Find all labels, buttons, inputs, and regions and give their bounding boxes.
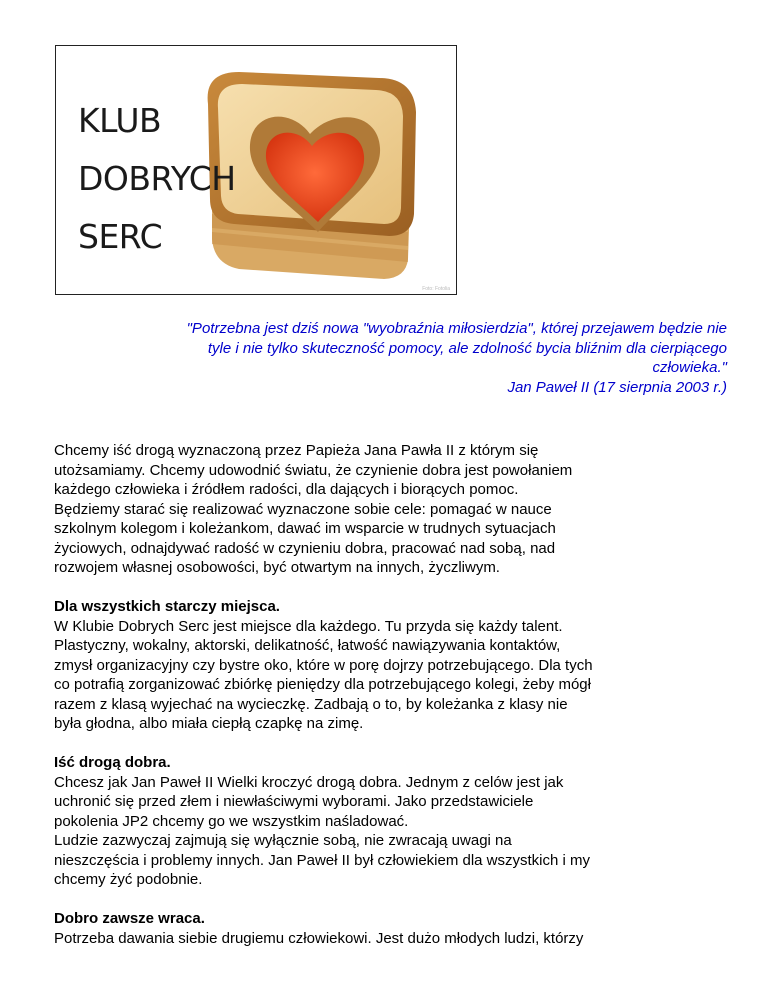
document-body xyxy=(54,441,734,968)
text-line: była głodna, albo miała ciepłą czapkę na zimę. xyxy=(54,715,364,732)
club-logo xyxy=(55,45,457,295)
text-line: życiowych, odnajdywać radość w czynieniu dobra, pracować nad sobą, nad xyxy=(54,539,556,557)
section-good-returns xyxy=(54,909,734,948)
text-line: zmysł organizacyjny czy bystre oko, które w porę dojrzy potrzebującego. Dla tych xyxy=(54,656,593,674)
text-line: Chcemy iść drogą wyznaczoną przez Papieża Jana Pawła II z którym się xyxy=(54,442,539,459)
section-heading: Dobro zawsze wraca. xyxy=(54,910,205,927)
text-line: Ludzie zazwyczaj zajmują się wyłącznie sobą, nie zwracają uwagi na xyxy=(54,832,512,849)
text-line: uchronić się przed złem i niewłaściwymi wyborami. Jako przedstawiciele xyxy=(54,793,534,810)
text-line: każdego człowieka i źródłem radości, dla dających i biorących pomoc. xyxy=(54,481,519,498)
section-everyone xyxy=(54,597,734,734)
section-heading: Iść drogą dobra. xyxy=(54,754,171,771)
text-line: rozwojem własnej osobowości, być otwartym na innych, życzliwym. xyxy=(54,559,500,576)
quote-line: człowieka." xyxy=(652,359,727,376)
quote-author: Jan Paweł II (17 sierpnia 2003 r.) xyxy=(507,378,727,396)
section-heading: Dla wszystkich starczy miejsca. xyxy=(54,598,280,615)
logo-line-3: SERC xyxy=(78,217,163,256)
logo-title xyxy=(78,92,236,266)
text-line: chcemy żyć podobnie. xyxy=(54,871,203,888)
logo-line-2: DOBRYCH xyxy=(78,159,236,198)
text-line: pokolenia JP2 chcemy go we wszystkim naśladować. xyxy=(54,812,409,830)
text-line: Będziemy starać się realizować wyznaczone sobie cele: pomagać w nauce xyxy=(54,500,552,518)
logo-line-1: KLUB xyxy=(78,101,162,140)
section-path-of-good xyxy=(54,753,734,890)
text-line: co potrafią zorganizować zbiórkę pieniędzy dla potrzebującego kolegi, żeby mógł xyxy=(54,676,591,693)
quote-line: "Potrzebna jest dziś nowa "wyobraźnia miłosierdzia", której przejawem będzie nie xyxy=(186,320,727,337)
papal-quote xyxy=(40,319,727,397)
logo-credit: Foto: Fotolia xyxy=(422,286,450,292)
text-line: utożsamiamy. Chcemy udowodnić światu, że czynienie dobra jest powołaniem xyxy=(54,461,573,479)
text-line: nieszczęścia i problemy innych. Jan Paweł II był człowiekiem dla wszystkich i my xyxy=(54,851,591,869)
text-line: Potrzeba dawania siebie drugiemu człowiekowi. Jest dużo młodych ludzi, którzy xyxy=(54,929,584,947)
intro-paragraph xyxy=(54,441,734,578)
text-line: Chcesz jak Jan Paweł II Wielki kroczyć drogą dobra. Jednym z celów jest jak xyxy=(54,773,564,791)
text-line: razem z klasą wyjechać na wycieczkę. Zadbają o to, by koleżanka z klasy nie xyxy=(54,695,568,713)
quote-line: tyle i nie tylko skuteczność pomocy, ale zdolność bycia bliźnim dla cierpiącego xyxy=(207,339,727,357)
text-line: szkolnym kolegom i koleżankom, dawać im wsparcie w trudnych sytuacjach xyxy=(54,520,556,537)
text-line: W Klubie Dobrych Serc jest miejsce dla każdego. Tu przyda się każdy talent. xyxy=(54,617,563,635)
text-line: Plastyczny, wokalny, aktorski, delikatność, łatwość nawiązywania kontaktów, xyxy=(54,637,561,654)
